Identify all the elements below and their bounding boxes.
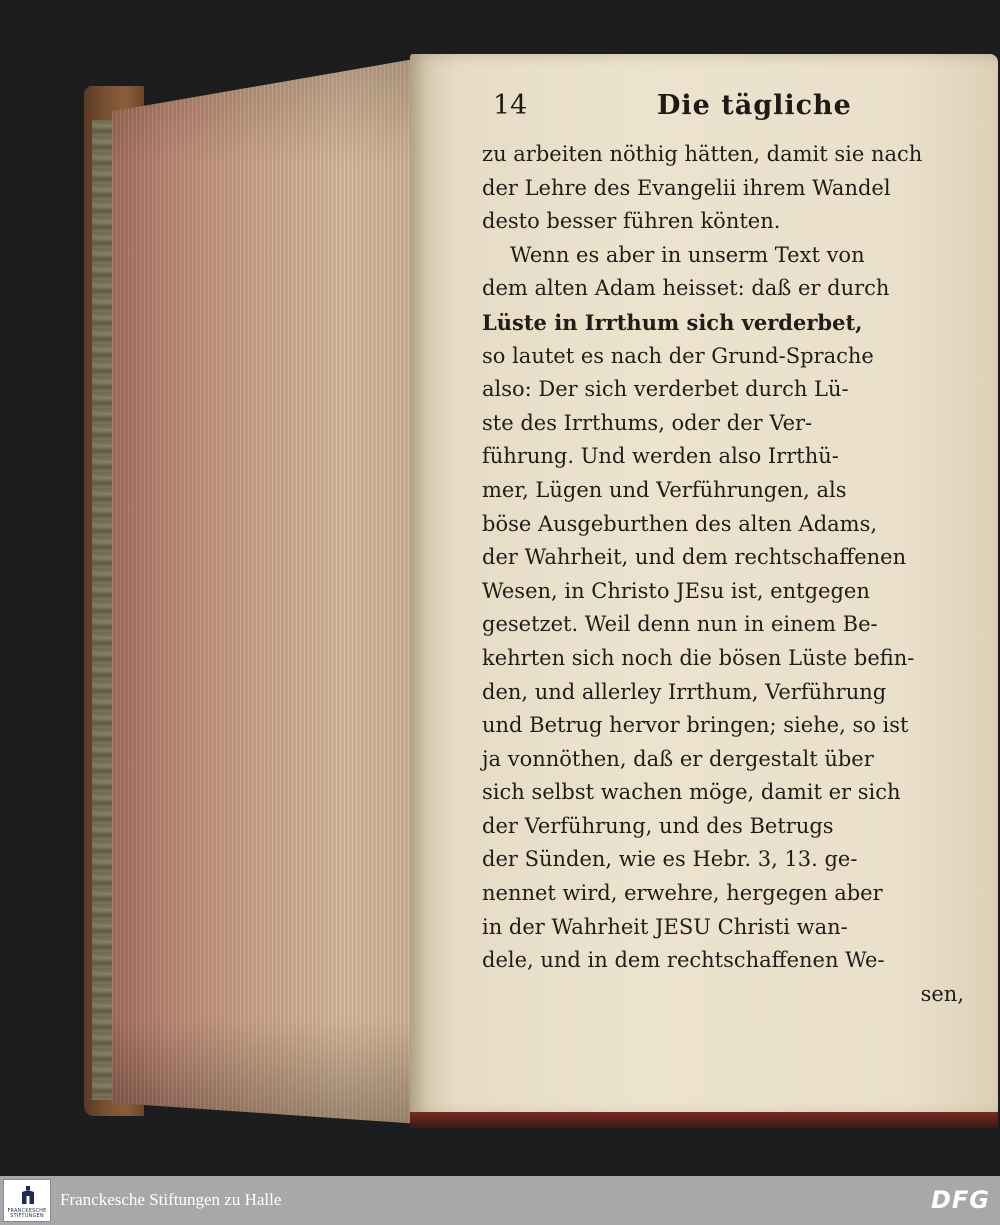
text-line: der Verführung, und des Betrugs [482,813,834,838]
book-cover-lining [92,120,114,1100]
text-line: so lautet es nach der Grund-Sprache [482,343,874,368]
text-line: der Sünden, wie es Hebr. 3, 13. ge- [482,847,858,872]
text-line: sich selbst wachen möge, damit er sich [482,780,901,805]
text-line: und Betrug hervor bringen; siehe, so ist [482,713,909,738]
text-line: Wesen, in Christo JEsu ist, entgegen [482,578,870,603]
viewer-footer [0,1176,1000,1225]
text-line: führung. Und werden also Irrthü- [482,444,839,469]
running-head-title: Die tägliche [657,90,852,121]
text-line: böse Ausgeburthen des alten Adams, [482,511,878,536]
page-bottom-edge [410,1112,998,1128]
text-line: der Lehre des Evangelii ihrem Wandel [482,175,891,200]
catchword: sen, [920,981,964,1006]
text-line: also: Der sich verderbet durch Lü- [482,377,849,402]
page-number: 14 [493,90,528,121]
text-line: gesetzet. Weil denn nun in einem Be- [482,612,878,637]
text-line: Wenn es aber in unserm Text von [510,242,865,267]
page-text [482,138,964,1011]
text-line: dele, und in dem rechtschaffenen We- [482,948,885,973]
text-line: kehrten sich noch die bösen Lüste befin- [482,645,915,670]
logo-text: FRANCKESCHE STIFTUNGEN [7,1208,47,1219]
running-head [487,90,967,130]
institution-name: Franckesche Stiftungen zu Halle [60,1190,282,1209]
text-line: zu arbeiten nöthig hätten, damit sie nach [482,142,923,166]
franckesche-stiftungen-logo[interactable] [3,1179,51,1222]
text-line: mer, Lügen und Verführungen, als [482,477,847,502]
dfg-logo[interactable]: DFG [930,1186,990,1214]
text-line: nennet wird, erwehre, hergegen aber [482,881,883,906]
text-line: in der Wahrheit JESU Christi wan- [482,914,848,939]
text-line: ste des Irrthums, oder der Ver- [482,410,813,435]
text-line: der Wahrheit, und dem rechtschaffenen [482,545,907,570]
text-line: den, und allerley Irrthum, Verführung [482,679,887,704]
institution-emblem-icon [21,1186,35,1206]
page-block-shade [112,58,420,1124]
text-line: ja vonnöthen, daß er dergestalt über [482,746,874,771]
text-line: dem alten Adam heisset: daß er durch [482,276,890,301]
text-line: desto besser führen könten. [482,209,781,234]
text-line: Lüste in Irrthum sich verderbet, [482,309,863,335]
